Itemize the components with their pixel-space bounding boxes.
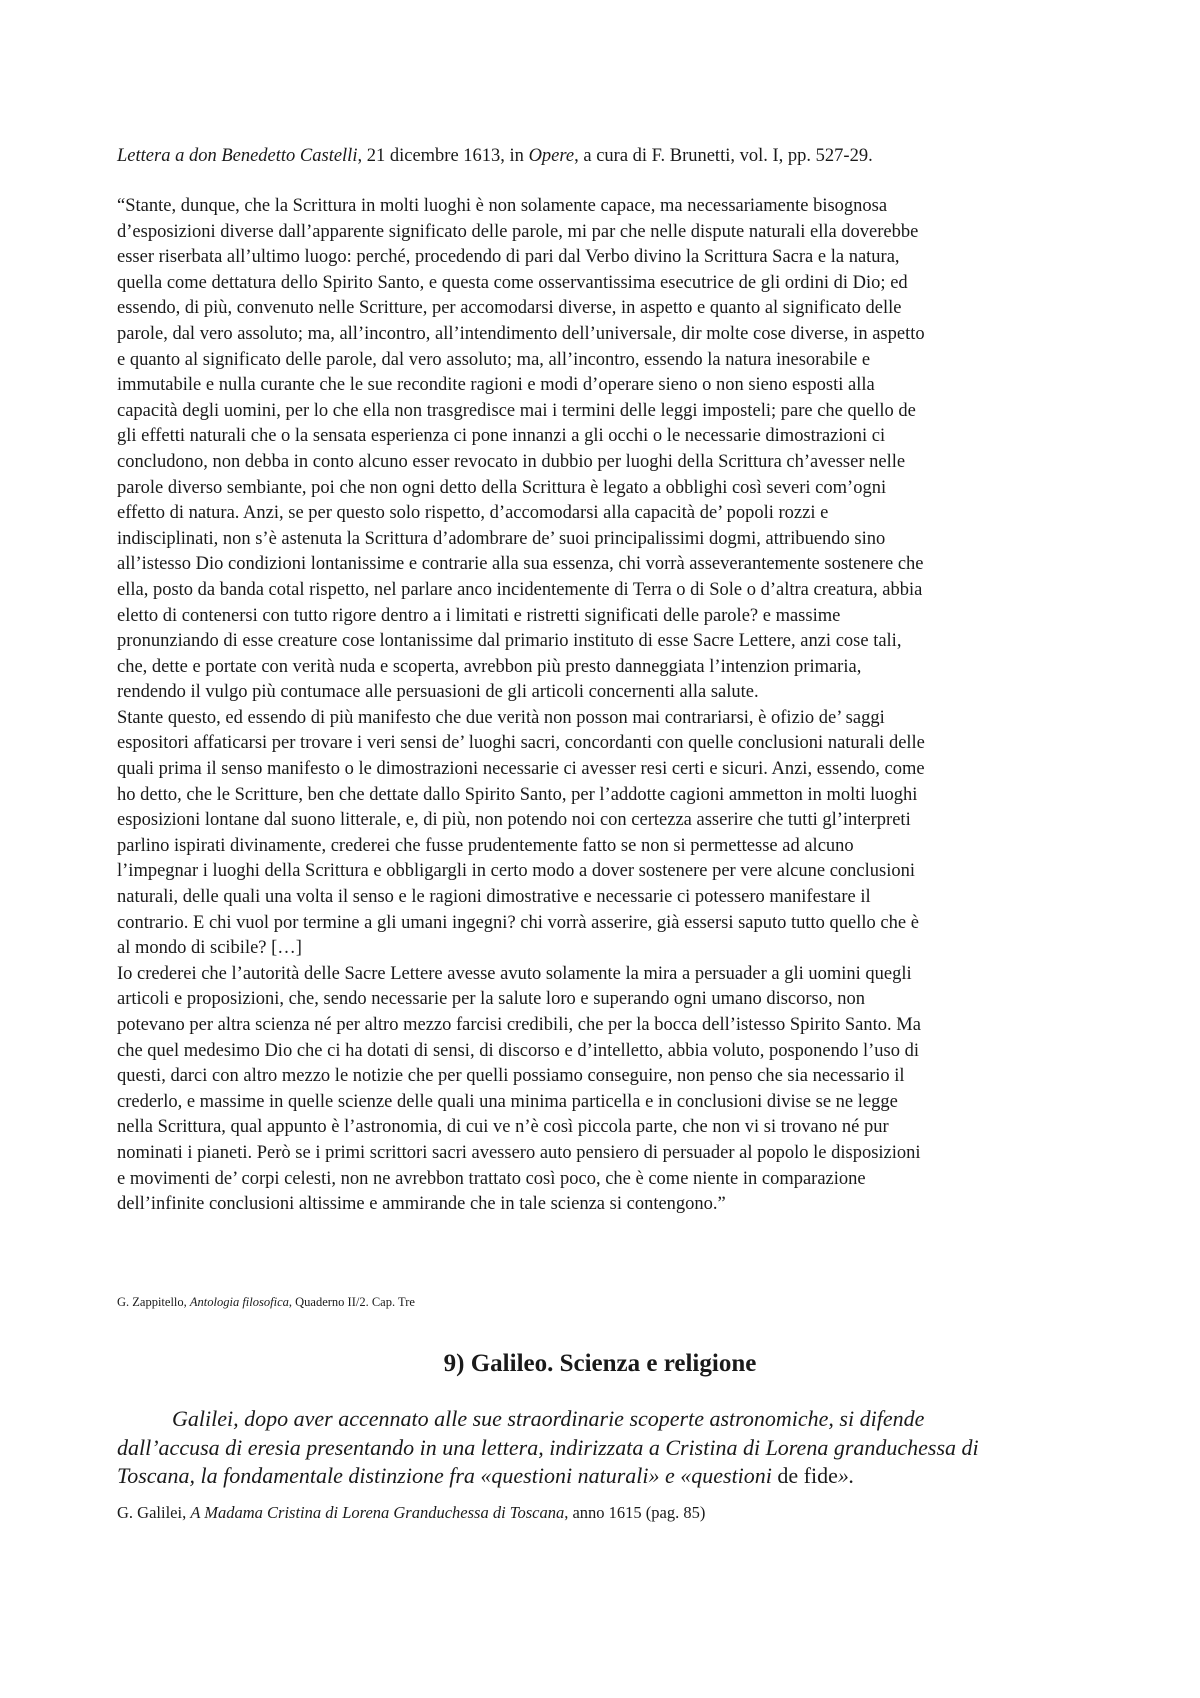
quote-line: questi, darci con altro mezzo le notizie che per quelli possiamo conseguire, non penso che sia necessario il <box>117 1066 905 1087</box>
quote-line: pronunziando di esse creature cose lontanissime dal primario instituto di esse Sacre Lettere, anzi cose tali, <box>117 631 902 652</box>
citation-details: , a cura di F. Brunetti, vol. I, pp. 527-29. <box>574 146 873 166</box>
quote-line: essendo, di più, convenuto nelle Scritture, per accomodarsi diverse, in aspetto e quanto al significato delle <box>117 298 902 319</box>
intro-line3-c: ». <box>837 1463 855 1488</box>
quote-line: potevano per altra scienza né per altro mezzo farcisi credibili, che per la bocca dell’istesso Spirito Santo. Ma <box>117 1015 921 1035</box>
intro-line: Galilei, dopo aver accennato alle sue straordinarie scoperte astronomiche, si difende <box>172 1406 925 1431</box>
source-rest: , Quaderno II/2. Cap. Tre <box>288 1295 415 1309</box>
quote-line: “Stante, dunque, che la Scrittura in molti luoghi è non solamente capace, ma necessariamente bisognosa <box>117 196 888 216</box>
quote-line: esser riserbata all’ultimo luogo: perché, procedendo di pari dal Verbo divino la Scrittura Sacra e la natura, <box>117 247 900 268</box>
quote-line: d’esposizioni diverse dall’apparente significato delle parole, mi par che nelle dispute naturali ella doverebbe <box>117 221 919 242</box>
quote-line: l’impegnar i luoghi della Scrittura e obbligargli in certo modo a dover sostenere per vere alcune conclusioni <box>117 861 915 882</box>
intro-de-fide: de fide <box>777 1463 838 1488</box>
citation <box>117 143 1097 169</box>
quote-line: contrario. E chi vuol por termine a gli umani ingegni? chi vorrà asserire, già essersi saputo tutto quello che è <box>117 912 919 933</box>
quote-line: parole diverso sembiante, poi che non ogni detto della Scrittura è legato a obblighi così severi com’ogni <box>117 477 887 498</box>
reference-author: G. Galilei, <box>117 1503 191 1522</box>
quote-line: quali prima il senso manifesto o le dimostrazioni necessarie ci avesser resi certi e sicuri. Anzi, essendo, come <box>117 759 925 780</box>
intro-line3-a: Toscana, la fondamentale distinzione fra «questioni naturali» e «questioni <box>117 1463 778 1488</box>
quote-line: all’istesso Dio condizioni lontanissime e contrarie alla sua essenza, chi vorrà asseverantemente sostenere che <box>117 554 924 575</box>
quote-body <box>117 194 1097 1218</box>
reference-line <box>117 1502 705 1524</box>
citation-work-title: Lettera a don Benedetto Castelli <box>117 146 358 166</box>
quote-line: Io crederei che l’autorità delle Sacre Lettere avesse avuto solamente la mira a persuader a gli uomini quegli <box>117 963 912 984</box>
source-author: G. Zappitello, <box>117 1295 190 1309</box>
quote-line: Stante questo, ed essendo di più manifesto che due verità non posson mai contrariarsi, è ofizio de’ saggi <box>117 707 885 728</box>
quote-line: che quel medesimo Dio che ci ha dotati di sensi, di discorso e d’intelletto, abbia voluto, posponendo l’uso di <box>117 1040 920 1061</box>
quote-line: nominati i pianeti. Però se i primi scrittori sacri avessero auto pensiero di persuader al popolo le disposizioni <box>117 1142 921 1163</box>
quote-line: concludono, non debba in conto alcuno esser revocato in dubbio per luoghi della Scrittura ch’avesser nelle <box>117 451 906 472</box>
quote-line: esposizioni lontane dal suono litterale, e, di più, non potendo noi con certezza asserire che tutti gl’interpreti <box>117 810 911 831</box>
quote-line: al mondo di scibile? […] <box>117 938 302 959</box>
quote-line: effetto di natura. Anzi, se per questo solo rispetto, d’accomodarsi alla capacità de’ popoli rozzi e <box>117 503 829 524</box>
quote-line: e quanto al significato delle parole, dal vero assoluto; ma, all’incontro, essendo la natura inesorabile e <box>117 349 871 370</box>
intro-line <box>117 1462 1097 1491</box>
quote-line: rendendo il vulgo più contumace alle persuasioni de gli articoli concernenti alla salute. <box>117 682 759 703</box>
citation-date: , 21 dicembre 1613, in <box>357 146 529 166</box>
section-heading: 9) Galileo. Scienza e religione <box>443 1350 757 1377</box>
quote-line: nella Scrittura, qual appunto è l’astronomia, di cui ve n’è così piccola parte, che non vi si trovano né pur <box>117 1117 889 1138</box>
quote-line: espositori affaticarsi per trovare i veri sensi de’ luoghi sacri, concordanti con quelle conclusioni naturali delle <box>117 733 925 754</box>
reference-work: A Madama Cristina di Lorena Granduchessa di Toscana <box>190 1503 565 1522</box>
quote-line: articoli e proposizioni, che, sendo necessarie per la salute loro e superando ogni umano discorso, non <box>117 989 866 1010</box>
quote-line: naturali, delle quali una volta il senso e le ragioni dimostrative e necessarie ci potessero manifestare il <box>117 887 871 908</box>
quote-line: e movimenti de’ corpi celesti, non ne avrebbon trattato così poco, che è come niente in comparazione <box>117 1168 866 1189</box>
quote-line: quella come dettatura dello Spirito Santo, e questa come osservantissima esecutrice de gli ordini di Dio; ed <box>117 272 908 293</box>
quote-line: ella, posto da banda cotal rispetto, nel parlare anco incidentemente di Terra o di Sole o d’altra creatura, abbia <box>117 579 923 600</box>
quote-line: che, dette e portate con verità nuda e scoperta, avrebbon più presto danneggiata l’intenzion primaria, <box>117 656 862 677</box>
quote-line: immutabile e nulla curante che le sue recondite ragioni e modi d’operare sieno o non sieno esposti alla <box>117 375 875 396</box>
quote-line: ho detto, che le Scritture, ben che dettate dallo Spirito Santo, per l’addotte cagioni ammetton in molti luoghi <box>117 784 918 805</box>
quote-line: eletto di contenersi con tutto rigore dentro a i limitati e ristretti significati delle parole? e massime <box>117 605 841 626</box>
quote-line: parole, dal vero assoluto; ma, all’incontro, all’intendimento dell’universale, dir molte cose diverse, in aspetto <box>117 323 925 344</box>
quote-line: capacità degli uomini, per lo che ella non trasgredisce mai i termini delle leggi imposteli; pare che quello de <box>117 400 916 421</box>
citation-collection: Opere <box>528 146 575 166</box>
source-note <box>117 1294 415 1310</box>
quote-line: crederlo, e massime in quelle scienze delle quali una minima particella e in conclusioni divise se ne legge <box>117 1091 898 1112</box>
source-book: Antologia filosofica <box>189 1295 289 1309</box>
quote-line: parlino ispirati divinamente, crederei che fusse prudentemente fatto se non si permettesse ad alcuno <box>117 835 854 856</box>
intro-paragraph <box>117 1405 1097 1491</box>
quote-line: dell’infinite conclusioni altissime e ammirande che in tale scienza si contengono.” <box>117 1194 726 1215</box>
reference-rest: , anno 1615 (pag. 85) <box>564 1503 706 1522</box>
intro-line: dall’accusa di eresia presentando in una lettera, indirizzata a Cristina di Lorena granduchessa di <box>117 1434 979 1460</box>
quote-line: indisciplinati, non s’è astenuta la Scrittura d’adombrare de’ suoi principalissimi dogmi, attribuendo sino <box>117 528 886 549</box>
quote-line: gli effetti naturali che o la sensata esperienza ci pone innanzi a gli occhi o le necessarie dimostrazioni ci <box>117 426 886 447</box>
